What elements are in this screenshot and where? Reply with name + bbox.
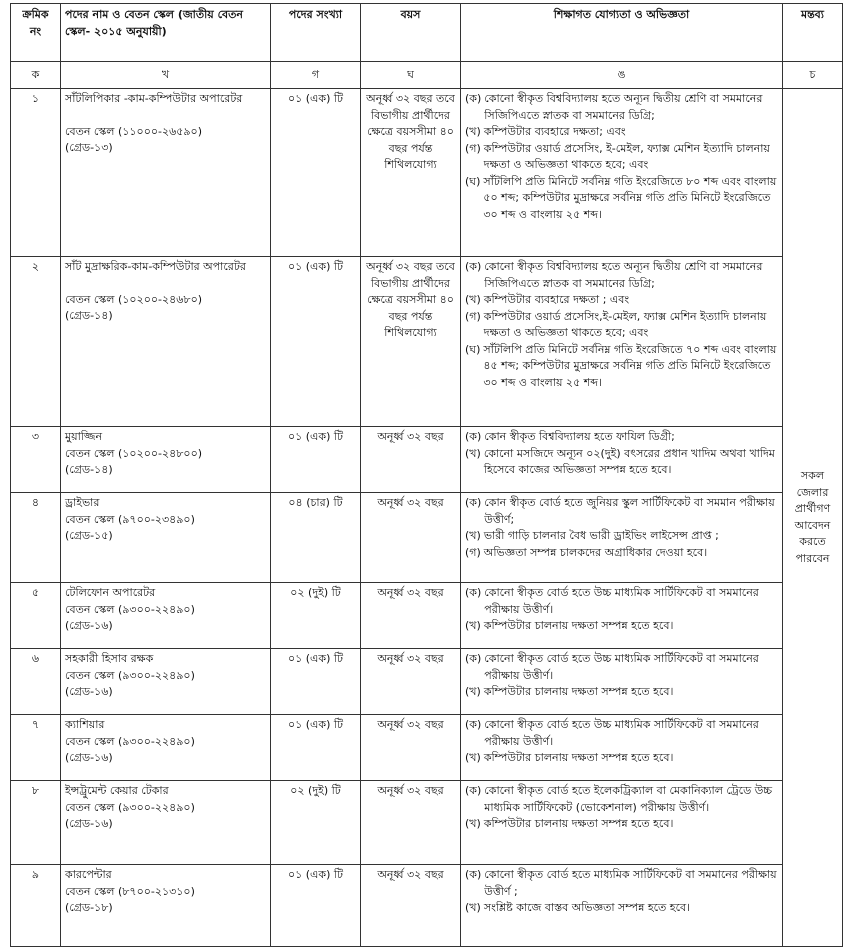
row-age: অনূর্ধ্ব ৩২ বছর xyxy=(361,427,461,493)
row-post xyxy=(61,583,271,649)
table-row xyxy=(11,493,843,583)
qualification-item xyxy=(465,342,778,392)
qualification-item xyxy=(465,684,778,701)
table-row xyxy=(11,427,843,493)
qualification-text: কোনো স্বীকৃত বিশ্ববিদ্যালয় হতে অন্যূন দ্বিতীয় শ্রেণি বা সমমানের সিজিপিএতে স্নাতক বা সমমানের ডিগ্রি; xyxy=(484,260,763,290)
row-serial: ৫ xyxy=(11,583,61,649)
pay-scale: বেতন স্কেল (৯৩০০-২২৪৯০) xyxy=(65,602,195,616)
table-row xyxy=(11,865,843,947)
row-post-count: ০৪ (চার) টি xyxy=(271,493,361,583)
qualification-item xyxy=(465,91,778,124)
qualification-marker: (ক) xyxy=(465,430,482,443)
row-qualification xyxy=(461,781,783,865)
qualification-text: কোনো স্বীকৃত বোর্ড হতে মাধ্যমিক সার্টিফিকেট বা সমমানের পরীক্ষায় উত্তীর্ণ ; xyxy=(484,868,777,898)
qualification-item xyxy=(465,124,778,141)
row-post xyxy=(61,781,271,865)
qualification-item xyxy=(465,495,778,528)
remarks-cell: সকল জেলার প্রার্থীগণ আবেদন করতে পারবেন xyxy=(783,89,843,947)
row-age: অনূর্ধ্ব ৩২ বছর xyxy=(361,583,461,649)
qualification-marker: (গ) xyxy=(465,309,481,323)
qualification-text: কোনো স্বীকৃত বোর্ড হতে উচ্চ মাধ্যমিক সার্টিফিকেট বা সমমানের পরীক্ষায় উত্তীর্ণ। xyxy=(484,586,759,616)
row-serial: ৪ xyxy=(11,493,61,583)
pay-scale: বেতন স্কেল (৯৩০০-২২৪৯০) xyxy=(65,734,195,748)
row-post-count: ০১ (এক) টি xyxy=(271,427,361,493)
pay-scale: বেতন স্কেল (৯৩০০-২২৪৯০) xyxy=(65,668,195,682)
column-letter: ঙ xyxy=(461,62,783,89)
qualification-marker: (ক) xyxy=(465,868,482,881)
row-serial: ৮ xyxy=(11,781,61,865)
post-name: মুয়াজ্জিন xyxy=(65,430,103,443)
row-serial: ৭ xyxy=(11,715,61,781)
qualification-item xyxy=(465,292,778,309)
grade: (গ্রেড-১৪) xyxy=(65,309,113,322)
qualification-item xyxy=(465,783,778,816)
qualification-marker: (ক) xyxy=(465,718,482,731)
table-row xyxy=(11,257,843,427)
qualification-item xyxy=(465,309,778,342)
row-post xyxy=(61,427,271,493)
qualification-text: কম্পিউটার ওয়ার্ড প্রসেসিং,ই-মেইল, ফ্যাক্স মেশিন ইত্যাদি চালনায় দক্ষতা ও অভিজ্ঞতা থাকতে হবে; এবং xyxy=(483,309,767,339)
row-post xyxy=(61,649,271,715)
qualification-marker: (খ) xyxy=(465,529,481,542)
qualification-marker: (খ) xyxy=(465,751,481,764)
qualification-text: কম্পিউটার চালনায় দক্ষতা সম্পন্ন হতে হবে। xyxy=(483,817,674,830)
row-age: অনূর্ধ্ব ৩২ বছর xyxy=(361,493,461,583)
header-serial: ক্রমিক নং xyxy=(11,4,61,62)
header-remarks: মন্তব্য xyxy=(783,4,843,62)
header-age: বয়স xyxy=(361,4,461,62)
table-row xyxy=(11,89,843,257)
qualification-item xyxy=(465,174,778,224)
qualification-text: কোন স্বীকৃত বোর্ড হতে জুনিয়র স্কুল সার্টিফিকেট বা সমমান পরীক্ষায় উত্তীর্ণ; xyxy=(484,496,775,526)
row-serial: ২ xyxy=(11,257,61,427)
row-post-count: ০১ (এক) টি xyxy=(271,715,361,781)
qualification-text: অভিজ্ঞতা সম্পন্ন চালকদের অগ্রাধিকার দেওয়া হবে। xyxy=(483,545,708,559)
row-post xyxy=(61,715,271,781)
column-letter: চ xyxy=(783,62,843,89)
qualification-marker: (ক) xyxy=(465,652,482,665)
row-age: অনূর্ধ্ব ৩২ বছর xyxy=(361,715,461,781)
grade: (গ্রেড-১৫) xyxy=(65,529,113,542)
qualification-marker: (ঘ) xyxy=(465,342,481,356)
row-post-count: ০২ (দুই) টি xyxy=(271,583,361,649)
row-post xyxy=(61,257,271,427)
row-serial: ১ xyxy=(11,89,61,257)
qualification-item xyxy=(465,618,778,635)
column-letter-row xyxy=(11,62,843,89)
row-age: অনূর্ধ্ব ৩২ বছর xyxy=(361,865,461,947)
row-qualification xyxy=(461,493,783,583)
row-qualification xyxy=(461,865,783,947)
row-serial: ৬ xyxy=(11,649,61,715)
qualification-marker: (গ) xyxy=(465,141,481,155)
post-name: টেলিফোন অপারেটর xyxy=(65,586,156,599)
qualification-marker: (ক) xyxy=(465,496,482,509)
spacer xyxy=(65,108,266,124)
pay-scale: বেতন স্কেল (৯৩০০-২২৪৯০) xyxy=(65,800,195,814)
qualification-text: কোনো স্বীকৃত বোর্ড হতে উচ্চ মাধ্যমিক সার্টিফিকেট বা সমমানের পরীক্ষায় উত্তীর্ণ। xyxy=(484,718,759,748)
row-qualification xyxy=(461,583,783,649)
grade: (গ্রেড-১৮) xyxy=(65,901,113,914)
qualification-text: কম্পিউটার ব্যবহারে দক্ষতা ; এবং xyxy=(483,293,630,306)
row-post xyxy=(61,865,271,947)
post-name: ক্যাশিয়ার xyxy=(65,718,105,731)
qualification-marker: (ক) xyxy=(465,586,482,599)
spacer xyxy=(65,276,266,292)
grade: (গ্রেড-১৩) xyxy=(65,141,113,154)
qualification-item xyxy=(465,651,778,684)
column-letter: ঘ xyxy=(361,62,461,89)
row-qualification xyxy=(461,715,783,781)
qualification-marker: (ক) xyxy=(465,260,482,273)
qualification-item xyxy=(465,259,778,292)
qualification-marker: (ক) xyxy=(465,784,482,797)
qualification-text: কম্পিউটার চালনায় দক্ষতা সম্পন্ন হতে হবে। xyxy=(483,751,674,764)
qualification-item xyxy=(465,867,778,900)
qualification-item xyxy=(465,429,778,446)
qualification-marker: (খ) xyxy=(465,619,481,632)
column-letter: ক xyxy=(11,62,61,89)
row-post-count: ০২ (দুই) টি xyxy=(271,781,361,865)
pay-scale: বেতন স্কেল (৯৭০০-২৩৪৯০) xyxy=(65,512,195,526)
row-qualification xyxy=(461,649,783,715)
qualification-marker: (খ) xyxy=(465,446,481,460)
pay-scale: বেতন স্কেল (১০২০০-২৪৮০০) xyxy=(65,446,203,460)
row-age: অনূর্ধ্ব ৩২ বছর তবে বিভাগীয় প্রার্থীদের ক্ষেত্রে বয়সসীমা ৪০ বছর পর্যন্ত শিথিলযোগ্য xyxy=(361,257,461,427)
post-name: সাঁটলিপিকার -কাম-কম্পিউটার অপারেটর xyxy=(65,92,243,105)
column-letter: গ xyxy=(271,62,361,89)
qualification-item xyxy=(465,545,778,562)
qualification-item xyxy=(465,585,778,618)
row-post-count: ০১ (এক) টি xyxy=(271,649,361,715)
row-age: অনূর্ধ্ব ৩২ বছর xyxy=(361,649,461,715)
qualification-marker: (খ) xyxy=(465,293,481,306)
row-post-count: ০১ (এক) টি xyxy=(271,89,361,257)
header-row xyxy=(11,4,843,62)
grade: (গ্রেড-১৬) xyxy=(65,751,113,764)
grade: (গ্রেড-১৬) xyxy=(65,817,113,830)
qualification-text: সাঁটলিপি প্রতি মিনিটে সর্বনিম্ন গতি ইংরেজিতে ৭০ শব্দ এবং বাংলায় ৪৫ শব্দ; কম্পিউটার মুদ্রাক্ষরে সর্বনিম্ন গতি প্রতি মিনিটে ইংরেজিতে ৩০ শব্দ ও বাংলায় ২৫ শব্দ। xyxy=(483,342,777,389)
post-name: ড্রাইভার xyxy=(65,496,100,509)
pay-scale: বেতন স্কেল (১০২০০-২৪৬৮০) xyxy=(65,292,203,306)
recruitment-table xyxy=(10,3,843,947)
qualification-marker: (খ) xyxy=(465,125,481,138)
qualification-marker: (খ) xyxy=(465,685,481,698)
row-qualification xyxy=(461,257,783,427)
qualification-text: কোন স্বীকৃত বিশ্ববিদ্যালয় হতে ফাযিল ডিগ্রী; xyxy=(484,430,675,443)
post-name: কারপেন্টার xyxy=(65,868,112,881)
post-name: ইন্সট্রুমেন্ট কেয়ার টেকার xyxy=(65,784,169,797)
grade: (গ্রেড-১৬) xyxy=(65,619,113,632)
row-post-count: ০১ (এক) টি xyxy=(271,865,361,947)
qualification-text: কম্পিউটার ওয়ার্ড প্রসেসিং, ই-মেইল, ফ্যাক্স মেশিন ইত্যাদি চালনায় দক্ষতা ও অভিজ্ঞতা থাকতে হবে; এবং xyxy=(483,141,770,171)
qualification-item xyxy=(465,141,778,174)
row-qualification xyxy=(461,89,783,257)
header-count: পদের সংখ্যা xyxy=(271,4,361,62)
row-post xyxy=(61,89,271,257)
qualification-marker: (খ) xyxy=(465,817,481,830)
qualification-marker: (খ) xyxy=(465,901,481,914)
qualification-marker: (ক) xyxy=(465,92,482,105)
row-age: অনূর্ধ্ব ৩২ বছর xyxy=(361,781,461,865)
qualification-text: সংশ্লিষ্ট কাজে বাস্তব অভিজ্ঞতা সম্পন্ন হতে হবে। xyxy=(483,901,691,914)
qualification-item xyxy=(465,816,778,833)
qualification-text: কম্পিউটার চালনায় দক্ষতা সম্পন্ন হতে হবে। xyxy=(483,685,674,698)
qualification-text: ভারী গাড়ি চালনার বৈধ ভারী ড্রাইভিং লাইসেন্স প্রাপ্ত ; xyxy=(483,529,719,542)
table-row xyxy=(11,649,843,715)
table-row xyxy=(11,781,843,865)
qualification-item xyxy=(465,900,778,917)
qualification-text: কম্পিউটার চালনায় দক্ষতা সম্পন্ন হতে হবে। xyxy=(483,619,674,632)
qualification-text: কম্পিউটার ব্যবহারে দক্ষতা; এবং xyxy=(483,125,626,138)
qualification-text: কোনো মসজিদে অন্যূন ০২(দুই) বৎসরের প্রধান খাদিম অথবা খাদিম হিসেবে কাজের অভিজ্ঞতা সম্পন্ন হতে হবে। xyxy=(483,446,775,476)
row-post-count: ০১ (এক) টি xyxy=(271,257,361,427)
table-row xyxy=(11,583,843,649)
qualification-item xyxy=(465,528,778,545)
post-name: সহকারী হিসাব রক্ষক xyxy=(65,652,154,665)
column-letter: খ xyxy=(61,62,271,89)
qualification-text: সাঁটলিপি প্রতি মিনিটে সর্বনিম্ন গতি ইংরেজিতে ৮০ শব্দ এবং বাংলায় ৫০ শব্দ; কম্পিউটার মুদ্রাক্ষরে সর্বনিম্ন গতি প্রতি মিনিটে ইংরেজিতে ৩০ শব্দ ও বাংলায় ২৫ শব্দ। xyxy=(483,174,777,221)
qualification-text: কোনো স্বীকৃত বোর্ড হতে ইলেকট্রিক্যাল বা মেকানিক্যাল ট্রেডে উচ্চ মাধ্যমিক সার্টিফিকেট (ভোকেশনাল) পরীক্ষায় উত্তীর্ণ। xyxy=(484,784,773,814)
qualification-marker: (গ) xyxy=(465,545,481,559)
table-row xyxy=(11,715,843,781)
grade: (গ্রেড-১৬) xyxy=(65,685,113,698)
row-post xyxy=(61,493,271,583)
qualification-item xyxy=(465,750,778,767)
qualification-item xyxy=(465,446,778,479)
grade: (গ্রেড-১৪) xyxy=(65,463,113,476)
qualification-text: কোনো স্বীকৃত বোর্ড হতে উচ্চ মাধ্যমিক সার্টিফিকেট বা সমমানের পরীক্ষায় উত্তীর্ণ। xyxy=(484,652,759,682)
row-serial: ৩ xyxy=(11,427,61,493)
row-serial: ৯ xyxy=(11,865,61,947)
qualification-marker: (ঘ) xyxy=(465,174,481,188)
header-post: পদের নাম ও বেতন স্কেল (জাতীয় বেতন স্কেল- ২০১৫ অনুযায়ী) xyxy=(61,4,271,62)
post-name: সাঁট মুদ্রাক্ষরিক-কাম-কম্পিউটার অপারেটর xyxy=(65,260,246,273)
pay-scale: বেতন স্কেল (৮৭০০-২১৩১০) xyxy=(65,884,195,898)
qualification-text: কোনো স্বীকৃত বিশ্ববিদ্যালয় হতে অন্যূন দ্বিতীয় শ্রেণি বা সমমানের সিজিপিএতে স্নাতক বা সমমানের ডিগ্রি; xyxy=(484,92,763,122)
pay-scale: বেতন স্কেল (১১০০০-২৬৫৯০) xyxy=(65,124,202,138)
row-age: অনূর্ধ্ব ৩২ বছর তবে বিভাগীয় প্রার্থীদের ক্ষেত্রে বয়সসীমা ৪০ বছর পর্যন্ত শিথিলযোগ্য xyxy=(361,89,461,257)
row-qualification xyxy=(461,427,783,493)
header-qualification: শিক্ষাগত যোগ্যতা ও অভিজ্ঞতা xyxy=(461,4,783,62)
qualification-item xyxy=(465,717,778,750)
